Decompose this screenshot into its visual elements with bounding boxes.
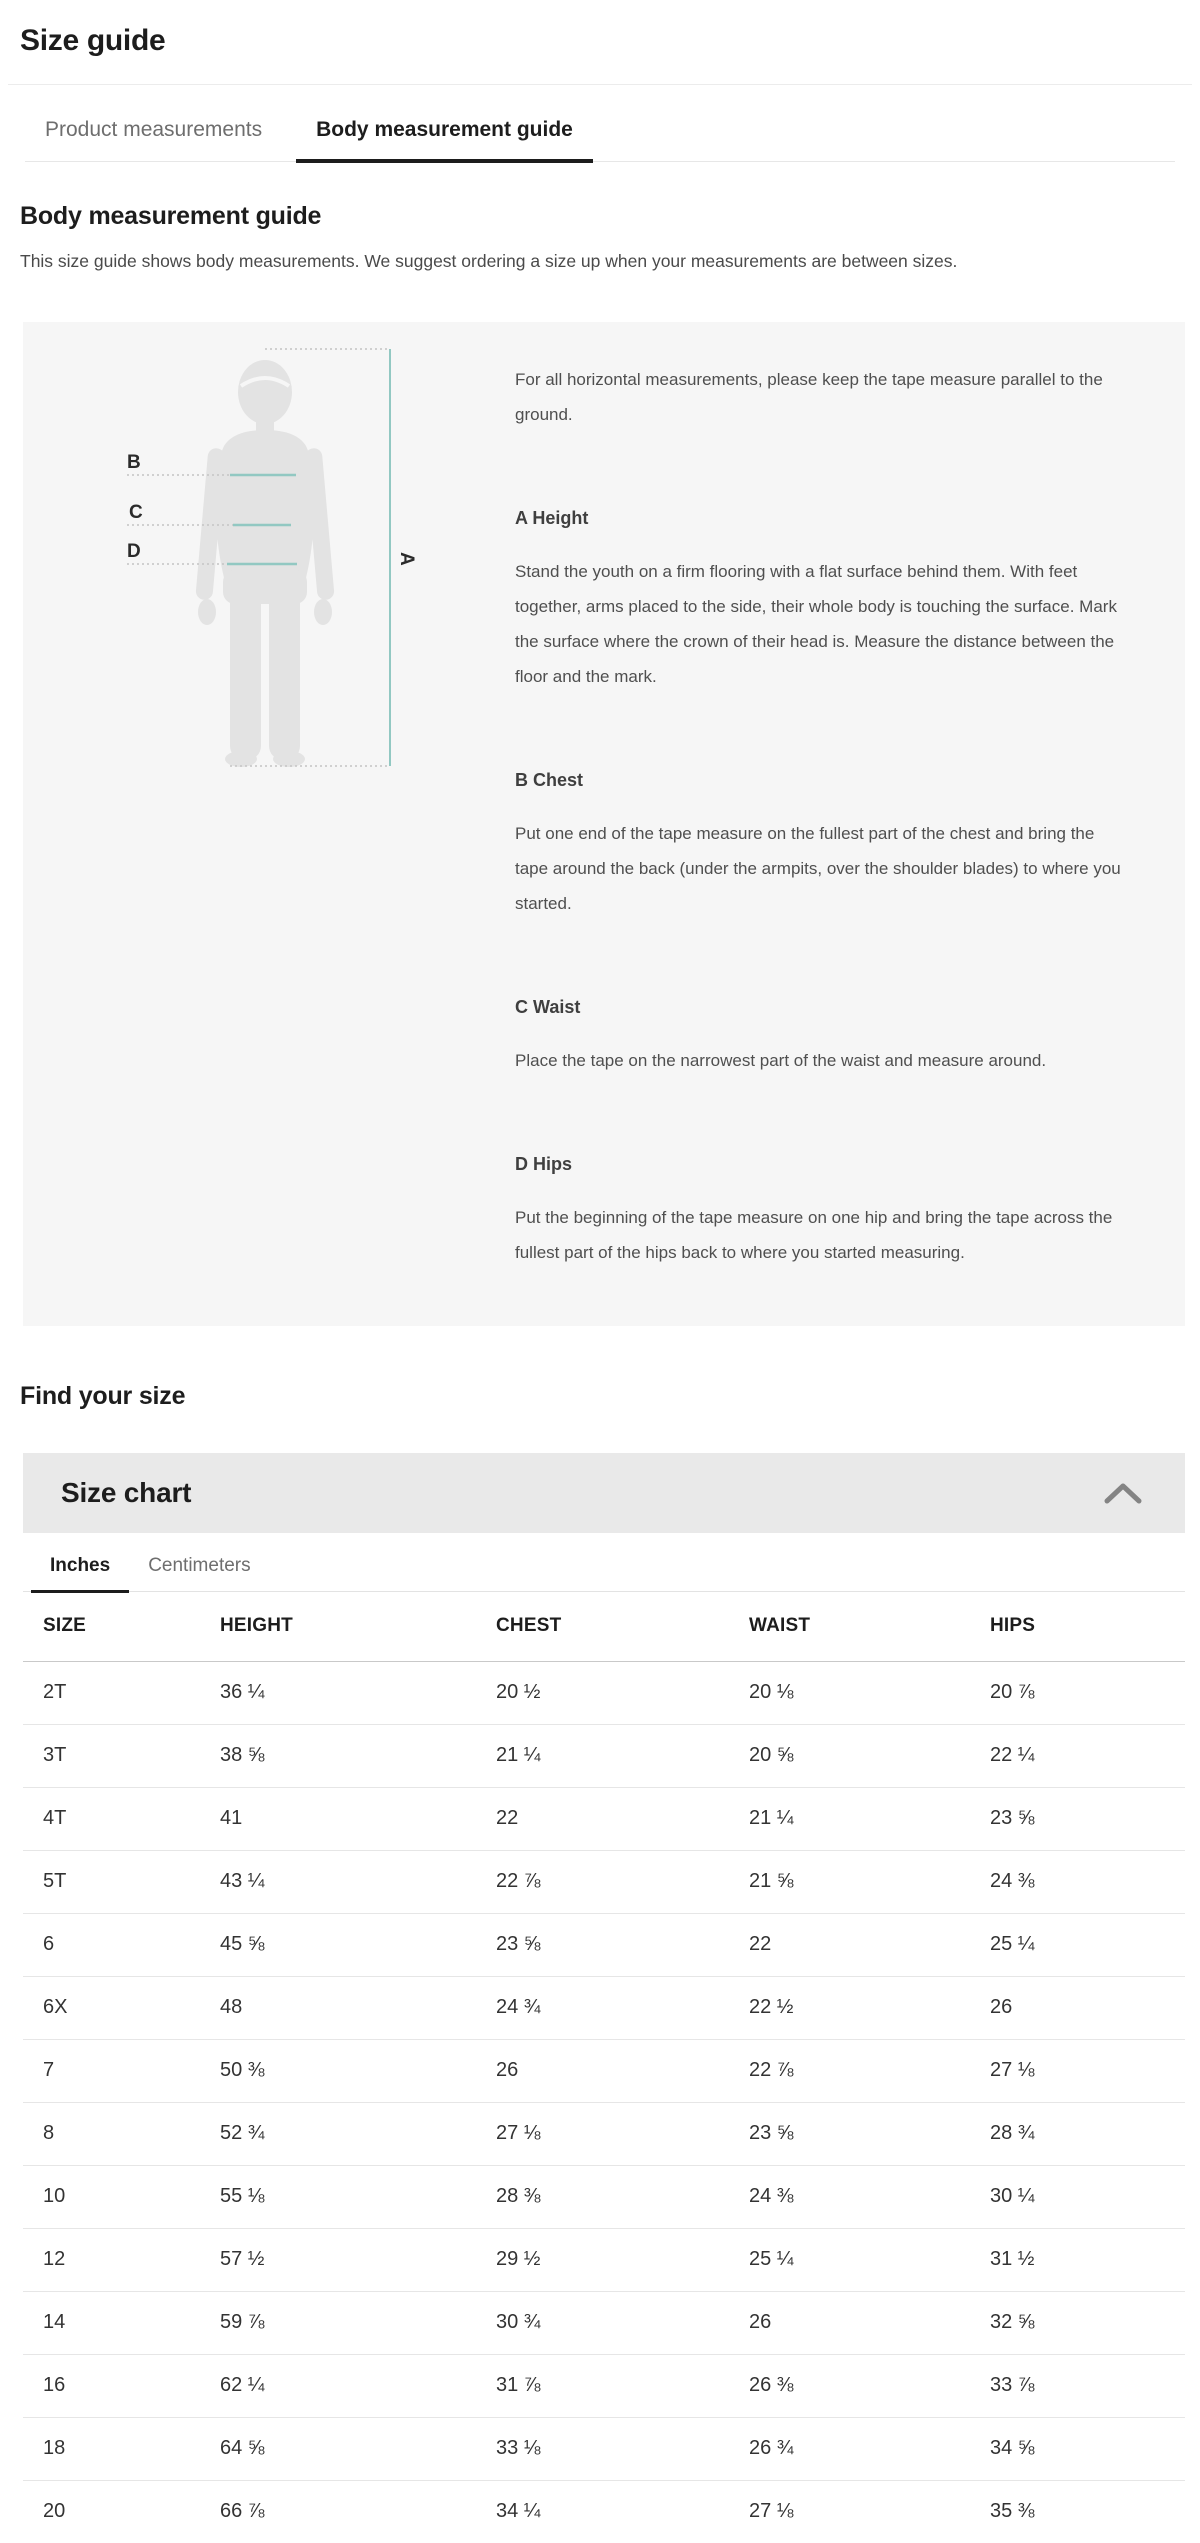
chevron-up-icon[interactable]	[1103, 1482, 1143, 1504]
value-cell: 29 ½	[496, 2228, 749, 2291]
size-cell: 6X	[23, 1976, 220, 2039]
value-cell: 23 ⅝	[496, 1913, 749, 1976]
size-cell: 8	[23, 2102, 220, 2165]
value-cell: 21 ¼	[749, 1787, 990, 1850]
size-cell: 12	[23, 2228, 220, 2291]
value-cell: 30 ¾	[496, 2291, 749, 2354]
size-cell: 5T	[23, 1850, 220, 1913]
table-row	[23, 1661, 1185, 1724]
value-cell: 55 ⅛	[220, 2165, 496, 2228]
value-cell: 27 ⅛	[496, 2102, 749, 2165]
value-cell: 34 ⅝	[990, 2417, 1185, 2480]
header-waist: WAIST	[749, 1592, 990, 1661]
size-cell: 10	[23, 2165, 220, 2228]
page-title: Size guide	[20, 24, 166, 57]
value-cell: 23 ⅝	[749, 2102, 990, 2165]
section-height-text: Stand the youth on a firm flooring with a flat surface behind them. With feet together, arms placed to the side, their whole body is touching the surface. Mark the surface where the crown of their head is. Measure the distance between the floor and the mark.	[515, 562, 1117, 686]
size-cell: 18	[23, 2417, 220, 2480]
value-cell: 33 ⅞	[990, 2354, 1185, 2417]
value-cell: 27 ⅛	[749, 2500, 794, 2523]
section-chest	[515, 770, 1125, 921]
value-cell: 48	[220, 1976, 496, 2039]
header-height: HEIGHT	[220, 1592, 496, 1661]
size-cell: 6	[23, 1913, 220, 1976]
value-cell: 30 ¼	[990, 2165, 1185, 2228]
size-cell: 14	[23, 2291, 220, 2354]
table-row	[23, 2228, 1185, 2291]
value-cell: 26 ¾	[749, 2417, 990, 2480]
value-cell: 20 ⅛	[749, 1661, 990, 1724]
value-cell: 64 ⅝	[220, 2417, 496, 2480]
value-cell: 59 ⅞	[220, 2291, 496, 2354]
section-height-label: A Height	[515, 508, 589, 528]
diagram-label-b: B	[127, 452, 141, 473]
size-cell: 2T	[23, 1661, 220, 1724]
table-row	[23, 1787, 1185, 1850]
tab-inches[interactable]: Inches	[31, 1555, 129, 1593]
table-row	[23, 2417, 1185, 2480]
size-table-body	[23, 1661, 1185, 2543]
section-hips-label: D Hips	[515, 1154, 573, 1174]
header-size: SIZE	[23, 1592, 220, 1661]
header-hips: HIPS	[990, 1592, 1185, 1661]
value-cell: 20 ½	[496, 1661, 749, 1724]
diagram-label-d: D	[127, 541, 141, 562]
value-cell: 20 ⅞	[990, 1661, 1185, 1724]
body-diagram	[23, 322, 515, 1270]
value-cell: 22	[749, 1913, 990, 1976]
value-cell: 26	[990, 1976, 1185, 2039]
tab-body-measurement-guide[interactable]: Body measurement guide	[296, 118, 593, 163]
section-hips-text: Put the beginning of the tape measure on one hip and bring the tape across the fullest part of the hips back to where you started measuring.	[515, 1208, 1113, 1262]
section-waist	[515, 997, 1125, 1078]
tab-product-measurements[interactable]: Product measurements	[45, 118, 263, 141]
table-row	[23, 1724, 1185, 1787]
measurement-panel	[23, 322, 1185, 1326]
value-cell: 25 ¼	[749, 2228, 990, 2291]
tape-note: For all horizontal measurements, please keep the tape measure parallel to the ground.	[515, 370, 1103, 424]
section-chest-label: B Chest	[515, 770, 584, 790]
value-cell: 26 ⅜	[749, 2354, 990, 2417]
value-cell: 23 ⅝	[990, 1787, 1185, 1850]
size-cell: 4T	[23, 1787, 220, 1850]
section-chest-text: Put one end of the tape measure on the fullest part of the chest and bring the tape around the back (under the armpits, over the shoulder blades) to where you started.	[515, 824, 1121, 913]
value-cell: 57 ½	[220, 2228, 496, 2291]
size-cell: 20	[43, 2500, 66, 2523]
body-diagram-svg	[23, 322, 515, 792]
table-row	[23, 2165, 1185, 2228]
body-guide-intro: This size guide shows body measurements. We suggest ordering a size up when your measurements are between sizes.	[20, 251, 958, 271]
size-table	[23, 1592, 1185, 2543]
size-cell: 7	[23, 2039, 220, 2102]
measurement-tabs	[25, 85, 1175, 162]
value-cell: 35 ⅜	[990, 2500, 1035, 2523]
diagram-label-c: C	[129, 502, 143, 523]
value-cell: 28 ⅜	[496, 2165, 749, 2228]
table-row	[23, 2354, 1185, 2417]
value-cell: 66 ⅞	[220, 2500, 265, 2523]
table-row	[23, 2039, 1185, 2102]
value-cell: 21 ¼	[496, 1724, 749, 1787]
unit-tabs	[23, 1533, 1185, 1592]
section-waist-label: C Waist	[515, 997, 581, 1017]
page-header	[0, 0, 1200, 58]
header-chest: CHEST	[496, 1592, 749, 1661]
size-chart-accordion-header[interactable]	[23, 1453, 1185, 1533]
value-cell: 22 ½	[749, 1976, 990, 2039]
value-cell: 25 ¼	[990, 1913, 1185, 1976]
diagram-label-a: A	[396, 552, 417, 566]
value-cell: 24 ⅜	[749, 2165, 990, 2228]
value-cell: 22	[496, 1787, 749, 1850]
measurement-instructions	[515, 322, 1155, 1270]
value-cell: 52 ¾	[220, 2102, 496, 2165]
table-row	[23, 2480, 1185, 2543]
value-cell: 34 ¼	[496, 2500, 541, 2523]
size-cell: 3T	[23, 1724, 220, 1787]
value-cell: 41	[220, 1787, 496, 1850]
table-row	[23, 1850, 1185, 1913]
section-hips	[515, 1154, 1125, 1270]
size-table-container	[23, 1592, 1185, 2543]
value-cell: 38 ⅝	[220, 1724, 496, 1787]
value-cell: 26	[496, 2039, 749, 2102]
find-your-size-heading: Find your size	[20, 1382, 186, 1410]
value-cell: 27 ⅛	[990, 2039, 1185, 2102]
table-row	[23, 1913, 1185, 1976]
size-cell: 16	[23, 2354, 220, 2417]
value-cell: 28 ¾	[990, 2102, 1185, 2165]
value-cell: 22 ⅞	[749, 2039, 990, 2102]
value-cell: 22 ⅞	[496, 1850, 749, 1913]
value-cell: 36 ¼	[220, 1661, 496, 1724]
table-row	[23, 2102, 1185, 2165]
value-cell: 20 ⅝	[749, 1724, 990, 1787]
value-cell: 31 ⅞	[496, 2354, 749, 2417]
value-cell: 43 ¼	[220, 1850, 496, 1913]
size-table-header-row	[23, 1592, 1185, 1661]
value-cell: 31 ½	[990, 2228, 1185, 2291]
value-cell: 24 ¾	[496, 1976, 749, 2039]
section-waist-text: Place the tape on the narrowest part of the waist and measure around.	[515, 1051, 1047, 1070]
tab-centimeters[interactable]: Centimeters	[148, 1555, 251, 1576]
value-cell: 32 ⅝	[990, 2291, 1185, 2354]
section-height	[515, 508, 1125, 694]
value-cell: 21 ⅝	[749, 1850, 990, 1913]
table-row	[23, 1976, 1185, 2039]
value-cell: 22 ¼	[990, 1724, 1185, 1787]
body-guide-heading: Body measurement guide	[20, 202, 322, 230]
value-cell: 33 ⅛	[496, 2417, 749, 2480]
value-cell: 26	[749, 2291, 990, 2354]
size-chart-title: Size chart	[61, 1477, 192, 1508]
value-cell: 45 ⅝	[220, 1913, 496, 1976]
table-row	[23, 2291, 1185, 2354]
value-cell: 24 ⅜	[990, 1850, 1185, 1913]
value-cell: 62 ¼	[220, 2354, 496, 2417]
value-cell: 50 ⅜	[220, 2039, 496, 2102]
